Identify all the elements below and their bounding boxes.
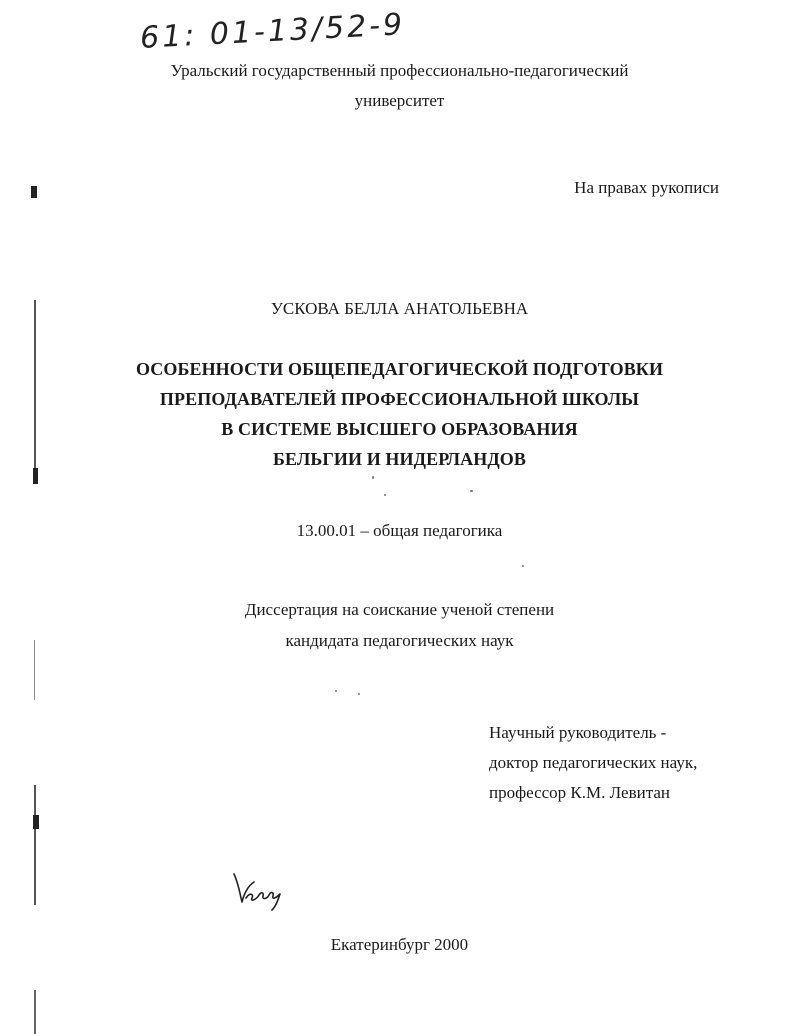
rights-notice: На правах рукописи [574,178,719,197]
supervisor-line-1: Научный руководитель - [489,723,667,742]
supervisor-line-3: профессор К.М. Левитан [489,783,670,802]
title-line-4: БЕЛЬГИИ И НИДЕРЛАНДОВ [272,449,527,469]
title-line-3: В СИСТЕМЕ ВЫСШЕГО ОБРАЗОВАНИЯ [221,419,578,439]
degree-line-2: кандидата педагогических наук [285,631,514,650]
scan-speck [372,476,374,479]
scan-speck [358,693,360,695]
scan-edge-mark [33,468,38,484]
archive-code: 61: 01-13/52-9 [139,7,406,56]
scan-edge-line [34,990,36,1034]
scan-speck [335,690,337,692]
city-year: Екатеринбург 2000 [330,935,469,954]
university-line-1: Уральский государственный профессионально-педагогический [170,61,629,80]
scan-speck [384,494,386,496]
scan-edge-mark [31,186,37,198]
specialty-code: 13.00.01 – общая педагогика [296,521,503,540]
scan-speck [522,565,524,567]
title-line-2: ПРЕПОДАВАТЕЛЕЙ ПРОФЕССИОНАЛЬНОЙ ШКОЛЫ [159,389,640,409]
scan-speck [470,490,473,492]
author-name: УСКОВА БЕЛЛА АНАТОЛЬЕВНА [270,299,529,318]
signature [228,868,288,913]
degree-line-1: Диссертация на соискание ученой степени [244,600,555,619]
scan-edge-mark [33,815,39,829]
scan-edge-line [34,785,36,905]
title-line-1: ОСОБЕННОСТИ ОБЩЕПЕДАГОГИЧЕСКОЙ ПОДГОТОВКИ [135,359,664,379]
university-line-2: университет [354,91,445,110]
supervisor-line-2: доктор педагогических наук, [489,753,698,772]
